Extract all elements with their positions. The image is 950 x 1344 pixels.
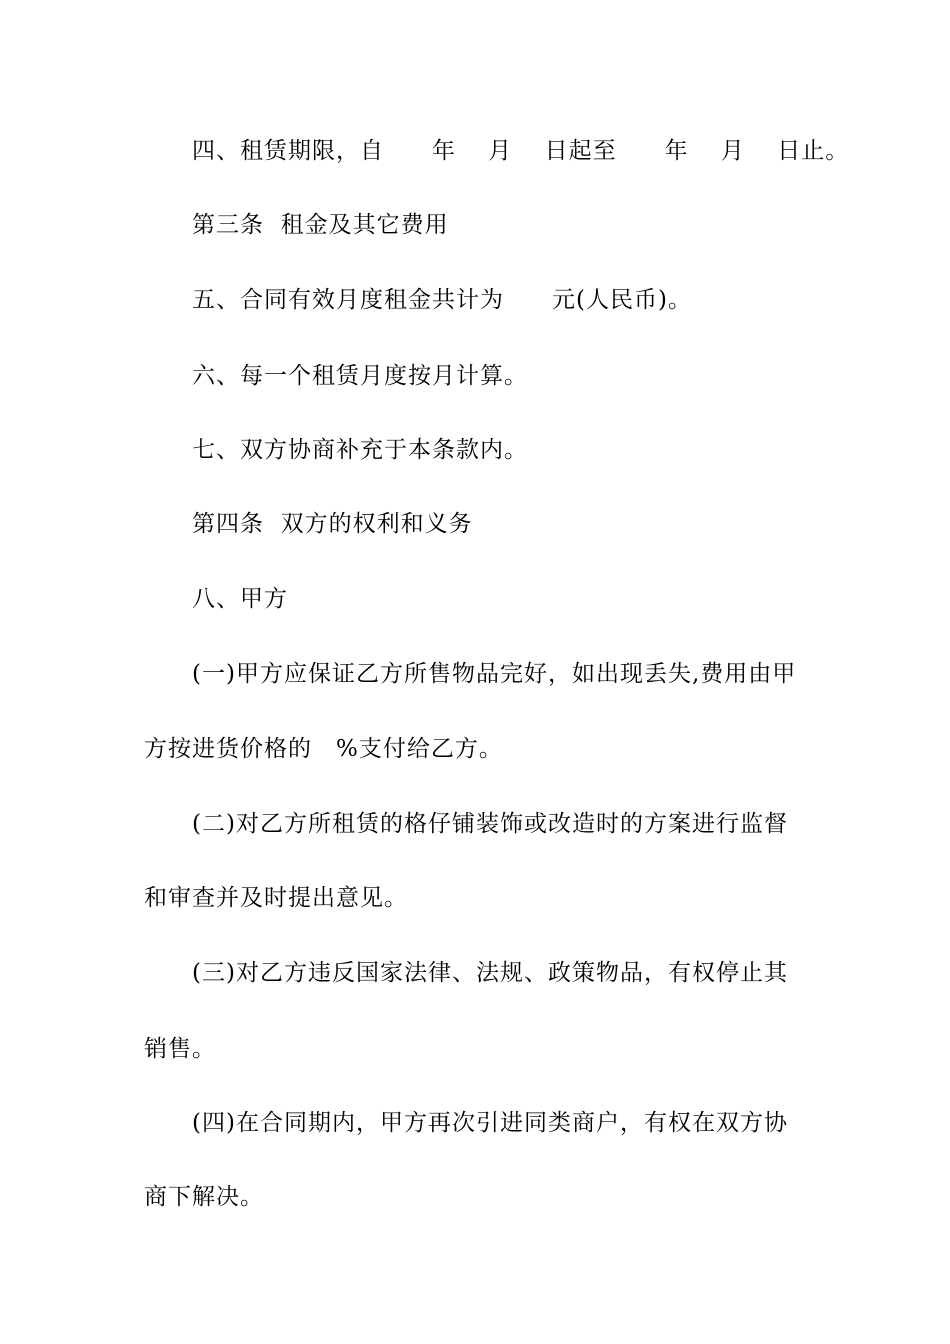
- item-1-line-2: 方按进货价格的 %支付给乙方。: [144, 736, 503, 762]
- clause-party-a-heading: 八、甲方: [192, 586, 288, 612]
- item-3-line-1: (三)对乙方违反国家法律、法规、政策物品，有权停止其: [192, 960, 788, 986]
- clause-lease-term: 四、租赁期限，自 年 月 日起至 年 月 日止。: [192, 138, 850, 164]
- item-2-line-2: 和审查并及时提出意见。: [144, 885, 408, 911]
- clause-monthly-calculation: 六、每一个租赁月度按月计算。: [192, 363, 528, 389]
- item-4-line-1: (四)在合同期内，甲方再次引进同类商户，有权在双方协: [192, 1110, 788, 1136]
- item-1-line-1: (一)甲方应保证乙方所售物品完好，如出现丢失,费用由甲: [192, 661, 797, 687]
- article-3-heading: 第三条 租金及其它费用: [192, 212, 449, 238]
- item-2-line-1: (二)对乙方所租赁的格仔铺装饰或改造时的方案进行监督: [192, 811, 788, 837]
- clause-monthly-rent: 五、合同有效月度租金共计为 元(人民币)。: [192, 287, 692, 313]
- clause-supplement: 七、双方协商补充于本条款内。: [192, 437, 528, 463]
- item-4-line-2: 商下解决。: [144, 1184, 264, 1210]
- item-3-line-2: 销售。: [144, 1036, 216, 1062]
- article-4-heading: 第四条 双方的权利和义务: [192, 511, 473, 537]
